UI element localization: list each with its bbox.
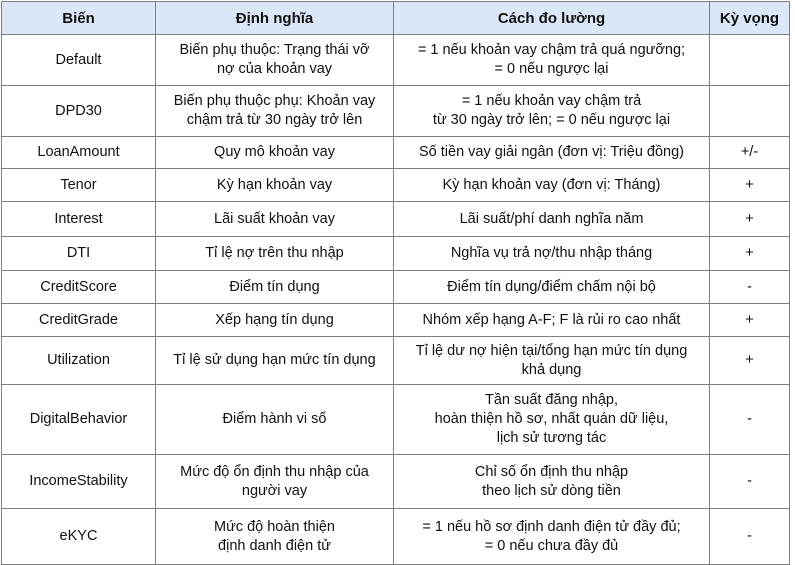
- cell-variable: Utilization: [2, 337, 156, 385]
- measurement-line: Tỉ lệ dư nợ hiện tại/tổng hạn mức tín dụng: [415, 342, 688, 359]
- measurement-line: Nghĩa vụ trả nợ/thu nhập tháng: [450, 245, 653, 261]
- cell-expectation: +: [710, 237, 790, 271]
- cell-measurement: [394, 86, 710, 137]
- measurement-line: lịch sử tương tác: [496, 430, 607, 446]
- cell-definition: [156, 337, 394, 385]
- cell-measurement: [394, 337, 710, 385]
- header-measurement: Cách đo lường: [394, 2, 710, 35]
- definition-line: Tỉ lệ sử dụng hạn mức tín dụng: [173, 352, 376, 368]
- header-expectation: Kỳ vọng: [710, 2, 790, 35]
- cell-variable: CreditGrade: [2, 304, 156, 337]
- variables-table: [1, 1, 790, 565]
- table-row: [2, 202, 790, 237]
- cell-variable: CreditScore: [2, 271, 156, 304]
- definition-line: Điểm tín dụng: [229, 278, 320, 295]
- measurement-line: Điểm tín dụng/điểm chấm nội bộ: [447, 278, 656, 295]
- cell-definition: [156, 237, 394, 271]
- cell-measurement: [394, 35, 710, 86]
- cell-expectation: -: [710, 455, 790, 509]
- cell-definition: [156, 202, 394, 237]
- cell-definition: [156, 509, 394, 565]
- definition-line: Biến phụ thuộc phụ: Khoản vay: [173, 93, 376, 109]
- measurement-line: Chỉ số ổn định thu nhập: [474, 463, 629, 480]
- table-row: [2, 271, 790, 304]
- table-row: [2, 509, 790, 565]
- header-definition: Định nghĩa: [156, 2, 394, 35]
- cell-definition: [156, 304, 394, 337]
- table-row: [2, 86, 790, 137]
- cell-definition: [156, 271, 394, 304]
- measurement-line: Kỳ hạn khoản vay (đơn vị: Tháng): [442, 176, 661, 193]
- definition-line: Mức độ ổn định thu nhập của: [180, 463, 369, 480]
- definition-line: Điểm hành vi số: [222, 411, 327, 427]
- cell-definition: [156, 455, 394, 509]
- measurement-line: Nhóm xếp hạng A-F; F là rủi ro cao nhất: [422, 311, 681, 328]
- cell-expectation: +/-: [710, 137, 790, 169]
- cell-variable: LoanAmount: [2, 137, 156, 169]
- table-row: [2, 35, 790, 86]
- measurement-line: từ 30 ngày trở lên; = 0 nếu ngược lại: [432, 112, 671, 128]
- cell-measurement: [394, 304, 710, 337]
- header-row: [2, 2, 790, 35]
- table-row: [2, 137, 790, 169]
- measurement-line: hoàn thiện hồ sơ, nhất quán dữ liệu,: [434, 411, 669, 427]
- definition-line: người vay: [241, 482, 308, 499]
- cell-measurement: [394, 137, 710, 169]
- cell-expectation: -: [710, 271, 790, 304]
- cell-definition: [156, 86, 394, 137]
- cell-measurement: [394, 455, 710, 509]
- cell-expectation: +: [710, 304, 790, 337]
- cell-variable: DPD30: [2, 86, 156, 137]
- cell-measurement: [394, 271, 710, 304]
- definition-line: Lãi suất khoản vay: [214, 210, 335, 227]
- cell-variable: eKYC: [2, 509, 156, 565]
- definition-line: Mức độ hoàn thiện: [214, 518, 335, 535]
- cell-measurement: [394, 237, 710, 271]
- definition-line: nợ của khoản vay: [216, 61, 333, 77]
- measurement-line: = 0 nếu ngược lại: [494, 61, 609, 77]
- definition-line: Quy mô khoản vay: [214, 144, 335, 160]
- cell-expectation: +: [710, 169, 790, 202]
- cell-variable: DTI: [2, 237, 156, 271]
- cell-definition: [156, 169, 394, 202]
- cell-measurement: [394, 202, 710, 237]
- measurement-line: khả dụng: [521, 361, 582, 378]
- cell-expectation: [710, 35, 790, 86]
- cell-variable: IncomeStability: [2, 455, 156, 509]
- definition-line: Biến phụ thuộc: Trạng thái vỡ: [179, 42, 370, 58]
- definition-line: Tỉ lệ nợ trên thu nhập: [205, 245, 344, 261]
- cell-definition: [156, 35, 394, 86]
- cell-measurement: [394, 509, 710, 565]
- cell-expectation: -: [710, 509, 790, 565]
- cell-variable: DigitalBehavior: [2, 385, 156, 455]
- cell-expectation: +: [710, 337, 790, 385]
- cell-expectation: -: [710, 385, 790, 455]
- definition-line: Xếp hạng tín dụng: [215, 311, 334, 328]
- measurement-line: theo lịch sử dòng tiền: [482, 482, 621, 499]
- cell-definition: [156, 385, 394, 455]
- measurement-line: = 0 nếu chưa đầy đủ: [484, 537, 619, 554]
- measurement-line: = 1 nếu khoản vay chậm trả: [461, 93, 642, 109]
- definition-line: Kỳ hạn khoản vay: [216, 176, 333, 193]
- measurement-line: Tần suất đăng nhập,: [484, 392, 619, 408]
- table-row: [2, 455, 790, 509]
- cell-expectation: +: [710, 202, 790, 237]
- measurement-line: = 1 nếu khoản vay chậm trả quá ngưỡng;: [417, 42, 686, 58]
- table-row: [2, 169, 790, 202]
- table-row: [2, 385, 790, 455]
- definition-line: định danh điện tử: [218, 537, 331, 554]
- cell-definition: [156, 137, 394, 169]
- measurement-line: Số tiền vay giải ngân (đơn vị: Triệu đồng): [418, 144, 685, 160]
- cell-measurement: [394, 169, 710, 202]
- measurement-line: = 1 nếu hồ sơ định danh điện tử đầy đủ;: [422, 518, 681, 535]
- cell-variable: Interest: [2, 202, 156, 237]
- table-row: [2, 237, 790, 271]
- cell-variable: Default: [2, 35, 156, 86]
- table-body: [2, 35, 790, 565]
- cell-variable: Tenor: [2, 169, 156, 202]
- table-row: [2, 304, 790, 337]
- header-variable: Biến: [2, 2, 156, 35]
- cell-measurement: [394, 385, 710, 455]
- table-row: [2, 337, 790, 385]
- cell-expectation: [710, 86, 790, 137]
- definition-line: chậm trả từ 30 ngày trở lên: [186, 112, 363, 128]
- measurement-line: Lãi suất/phí danh nghĩa năm: [459, 210, 644, 227]
